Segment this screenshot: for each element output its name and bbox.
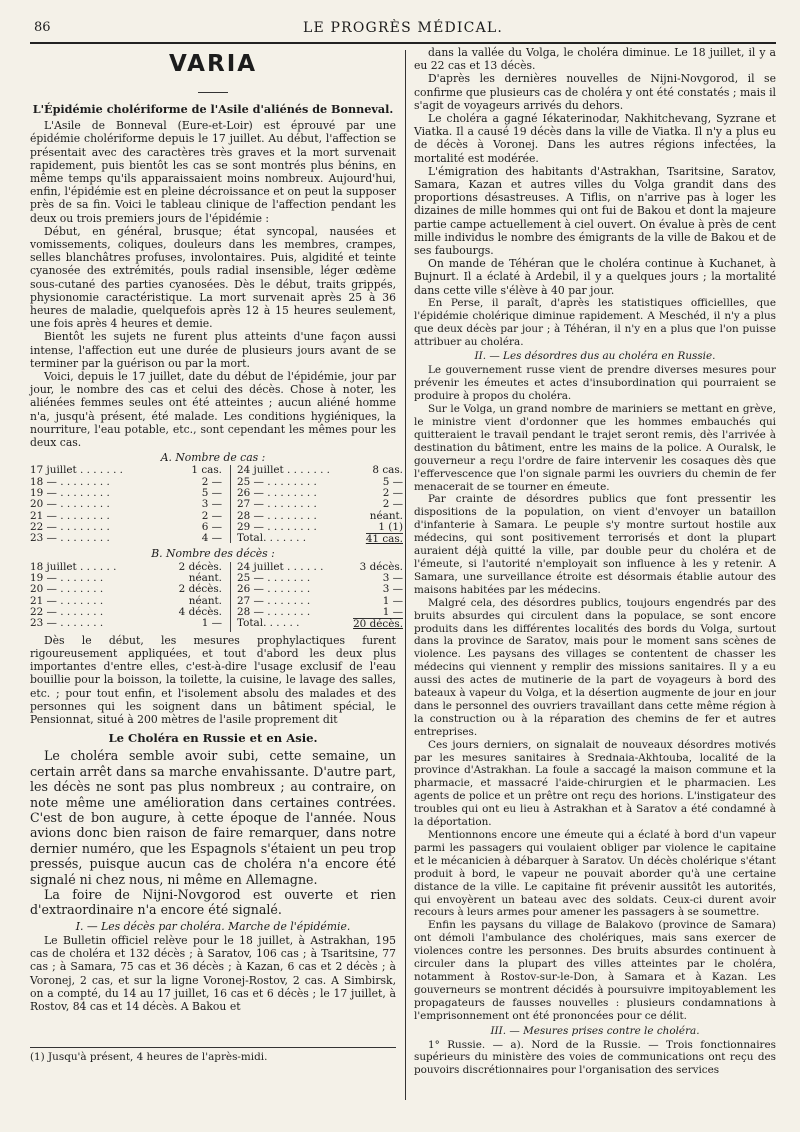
table-date: 25 — . . . . . . .	[237, 571, 311, 584]
table-value: 5 —	[382, 475, 403, 488]
table-value: 1 —	[382, 594, 403, 607]
table-value: 2 —	[201, 475, 222, 488]
table-date: 24 juillet . . . . . .	[237, 560, 324, 573]
table-date: 19 — . . . . . . .	[30, 571, 104, 584]
section-rule	[198, 92, 228, 93]
table-total	[237, 533, 403, 545]
table-caption: B. Nombre des décès :	[151, 547, 275, 561]
table-row	[237, 499, 403, 510]
table-date: 25 — . . . . . . . .	[237, 475, 317, 488]
table-value: 4 —	[201, 532, 222, 545]
table-half-right	[230, 464, 403, 546]
table-value: 3 décès.	[359, 560, 403, 573]
table-date: 27 — . . . . . . .	[237, 594, 311, 607]
paragraph: Bientôt les sujets ne furent plus atteints d'une façon aussi intense, l'affection eut une durée de plusieurs jours avant de se terminer par la guérison ou par la mort.	[30, 330, 396, 370]
total-value: 20 décès.	[353, 618, 403, 631]
table-date: 23 — . . . . . . . .	[30, 532, 110, 545]
table-date: 26 — . . . . . . . .	[237, 487, 317, 500]
table-value: 2 —	[382, 498, 403, 511]
small-print-block	[414, 297, 776, 1077]
table-total	[237, 618, 403, 630]
table-date: 18 — . . . . . . . .	[30, 475, 110, 488]
subsection-title: II. — Les désordres dus au choléra en Russie.	[474, 350, 716, 363]
table-row	[30, 499, 222, 510]
table-value: 1 cas.	[191, 464, 222, 477]
paragraph: Le choléra a gagné Iékaterinodar, Nakhitchevang, Syzrane et Viatka. Il a causé 19 décès dans la ville de Viatka. Il n'y a plus eu de décès à Voronej. Dans les autres régions infectées, la mortalité est modérée.	[414, 112, 776, 165]
subsection-title: I. — Les décès par choléra. Marche de l'épidémie.	[75, 919, 351, 933]
paragraph: L'émigration des habitants d'Astrakhan, Tsaritsine, Saratov, Samara, Kazan et autres villes du Volga grandit dans des proportions désastreuses. A Tiflis, on n'arrive pas à loger les dizaines de mille hommes qui ont fui de Bakou et dont la majeure partie campe actuellement à ciel ouvert. On évalue à près de cent mille individus le nombre des émigrants de la ville de Bakou et de ses faubourgs.	[414, 164, 776, 258]
paragraph: Mentionnons encore une émeute qui a éclaté à bord d'un vapeur parmi les passagers qui voulaient obliger par violence le capitaine et le mécanicien à débarquer à Saratov. Un décès cholérique s'étant produit à bord, le vapeur ne pouvait aborder qu'à une certaine distance de la ville. Le capitaine fit prévenir aussitôt les autorités, qui envoyèrent un bateau avec des soldats. Ceux-ci durent avoir recours à leurs armes pour amener les passagers à se soumettre.	[414, 829, 776, 919]
paragraph: On mande de Téhéran que le choléra continue à Kuchanet, à Bujnurt. Il a éclaté à Ardebil, il y a quelques jours ; la mortalité dans cette ville s'élève à 40 par jour.	[414, 257, 776, 297]
table-value: néant.	[369, 509, 403, 522]
paragraph: La foire de Nijni-Novgorod est ouverte et rien d'extraordinaire n'a encore été signalé.	[30, 886, 396, 918]
table-value: 2 décès.	[178, 560, 222, 573]
table-value: 8 cas.	[372, 464, 403, 477]
table-value: 5 —	[201, 487, 222, 500]
table-value: 1 —	[382, 605, 403, 618]
table-value: 2 —	[382, 487, 403, 500]
table-date: 20 — . . . . . . .	[30, 583, 104, 596]
paragraph: En Perse, il paraît, d'après les statistiques officiellles, que l'épidémie cholérique diminue rapidement. A Meschéd, il n'y a plus que deux décès par jour ; à Téhéran, il n'y en a plus que l'on puisse attribuer au choléra.	[414, 296, 776, 348]
paragraph: D'après les dernières nouvelles de Nijni-Novgorod, il se confirme que plusieurs cas de choléra y ont été constatés ; mais il s'agit de voyageurs arrivés du dehors.	[414, 72, 776, 112]
table-half-right	[230, 562, 403, 632]
table-date: 20 — . . . . . . . .	[30, 498, 110, 511]
subsection-title: III. — Mesures prises contre le choléra.	[490, 1024, 700, 1037]
paragraph: 1° Russie. — a). Nord de la Russie. — Trois fonctionnaires supérieurs du ministère des voies de communications ont reçu des pouvoirs discrétionnaires pour l'organisation des services	[414, 1038, 776, 1077]
table-value: 4 décès.	[178, 605, 222, 618]
table-value: néant.	[188, 594, 222, 607]
table-value: 1 —	[201, 617, 222, 630]
table-date: 19 — . . . . . . . .	[30, 487, 110, 500]
table-half-left	[30, 465, 222, 544]
paragraph: Par crainte de désordres publics que font pressentir les dispositions de la population, on vient d'envoyer un bataillon d'infanterie à Samara. Le peuple s'y montre surtout hostile aux médecins, qui sont positivement terrorisés et dont la plupart auraient déjà quitté la ville, par double peur du choléra et de l'émeute, si l'autorité n'employait son influence à les y retenir. A Samara, une surveillance étroite est désormais établie autour des maisons habitées par les médecins.	[414, 493, 776, 596]
table-row	[30, 584, 222, 595]
paragraph: Enfin les paysans du village de Balakovo (province de Samara) ont démoli l'ambulance des cholériques, mais sans exercer de violences contre les personnes. Des bruits absurdes continuent à circuler dans la plupart des villes atteintes par le choléra, notamment à Rostov-sur-le-Don, à Samara et à Kazan. Les gouverneurs se montrent décidés à poursuivre impitoyablement les propagateurs de fausses nouvelles : plusieurs condamnations à l'emprisonnement ont été prononcées pour ce délit.	[414, 919, 776, 1022]
section-title: VARIA	[168, 51, 258, 77]
table-date: 26 — . . . . . . .	[237, 583, 311, 596]
paragraph: Le choléra semble avoir subi, cette semaine, un certain arrêt dans sa marche envahissante. D'autre part, les décès ne sont pas plus nombreux ; au contraire, on note même une amélioration dans certaines contrées. C'est de bon augure, à cette époque de l'année. Nous avions donc bien raison de faire remarquer, dans notre dernier numéro, que les Espagnols s'étaient un peu trop pressés, puisque aucun cas de choléra n'a encore été signalé ni chez nous, ni même en Allemagne.	[30, 748, 396, 887]
table-value: 2 décès.	[178, 583, 222, 596]
paragraph: Malgré cela, des désordres publics, toujours engendrés par des bruits absurdes qui circulent dans la populace, se sont encore produits dans les différentes localités des bords du Volga, surtout dans la province de Saratov, mais pour le moment sans scènes de violence. Les paysans des villages se contentent de chasser les médecins qui viennent y remplir des missions sanitaires. Il y a eu aussi des actes de mutinerie de la part de voyageurs à bord des bateaux à vapeur du Volga, et la désertion augmente de jour en jour dans le personnel des ouvriers travaillant dans cette même région à la construction ou à la réparation des chemins de fer et autres entreprises.	[414, 596, 776, 738]
paragraph: Sur le Volga, un grand nombre de mariniers se mettant en grève, le ministre vient d'ordonner que les hommes embauchés qui quitteraient le travail pendant le trajet seront remis, dès l'arrivée à destination du bâtiment, entre les mains de la police. A Ouralsk, le gouverneur a reçu l'ordre de faire intervenir les cosaques dès que l'effervescence que l'on signale parmi les ouvriers du chemin de fer menacerait de se tourner en émeute.	[414, 403, 776, 493]
table-value: néant.	[188, 571, 222, 584]
table-date: 22 — . . . . . . . .	[30, 520, 110, 533]
column-divider	[405, 50, 406, 1100]
cases-table	[30, 464, 403, 546]
total-value: 41 cas.	[365, 533, 403, 546]
table-date: 21 — . . . . . . .	[30, 594, 104, 607]
table-value: 6 —	[201, 520, 222, 533]
table-date: 28 — . . . . . . .	[237, 605, 311, 618]
table-date: 21 — . . . . . . . .	[30, 509, 110, 522]
running-header	[30, 16, 776, 44]
table-date: 28 — . . . . . . . .	[237, 509, 317, 522]
table-date: 17 juillet . . . . . . .	[30, 464, 123, 477]
deaths-table	[30, 560, 403, 634]
total-label: Total. . . . . . .	[237, 532, 307, 545]
page-number: 86	[34, 20, 51, 35]
table-value: 3 —	[382, 571, 403, 584]
paragraph: Le gouvernement russe vient de prendre diverses mesures pour prévenir les émeutes et actes d'insubordination qui pourraient se produire à propos du choléra.	[414, 364, 776, 403]
article-title: L'Épidémie cholériforme de l'Asile d'aliénés de Bonneval.	[32, 102, 394, 116]
table-half-left	[30, 562, 222, 630]
table-value: 1 (1)	[378, 520, 403, 533]
table-row	[237, 584, 403, 595]
paragraph: Dès le début, les mesures prophylactiques furent rigoureusement appliquées, et tout d'abord les deux plus importantes d'entre elles, c'est-à-dire l'usage exclusif de l'eau bouillie pour la boisson, la toilette, la cuisine, le lavage des salles, etc. ; pour tout enfin, et l'isolement absolu des malades et des personnes qui les soignent dans un bâtiment spécial, le Pensionnat, situé à 200 mètres de l'asile proprement dit	[30, 633, 396, 726]
table-date: 29 — . . . . . . . .	[237, 520, 317, 533]
table-value: 2 —	[201, 509, 222, 522]
table-value: 3 —	[201, 498, 222, 511]
table-row	[30, 618, 222, 629]
total-label: Total. . . . . .	[237, 617, 300, 630]
table-date: 22 — . . . . . . .	[30, 605, 104, 618]
table-value: 3 —	[382, 583, 403, 596]
article-body-large	[30, 748, 396, 917]
paragraph: Ces jours derniers, on signalait de nouveaux désordres motivés par les mesures sanitaires à Srednaia-Akhtouba, localité de la province d'Astrakhan. La foule a saccagé la maison commune et la pharmacie, et massacré l'aide-chirurgien et le pharmacien. Les agents de police et un prêtre ont reçu des horions. L'instigateur des troubles qui ont eu lieu à Astrakhan et à Saratov a été condamné à la déportation.	[414, 738, 776, 829]
paragraph: L'Asile de Bonneval (Eure-et-Loir) est éprouvé par une épidémie cholériforme depuis le 17 juillet. Au début, l'affection se présentait avec des caractères très graves et la mort survenait rapidement, puis bientôt les cas se sont montrés plus bénins, en même temps qu'ils apparaissaient moins nombreux. Aujourd'hui, enfin, l'épidémie est en pleine décroissance et on peut la supposer près de sa fin. Voici le tableau clinique de l'affection pendant les deux ou trois premiers jours de l'épidémie :	[30, 119, 396, 225]
two-column-body	[30, 46, 776, 1116]
table-date: 27 — . . . . . . . .	[237, 498, 317, 511]
table-caption: A. Nombre de cas :	[160, 451, 266, 465]
article-title: Le Choléra en Russie et en Asie.	[108, 731, 318, 746]
footnote: (1) Jusqu'à présent, 4 heures de l'après-midi.	[30, 1047, 396, 1064]
paragraph: Début, en général, brusque; état syncopal, nausées et vomissements, coliques, douleurs dans les membres, crampes, selles blanchâtres profuses, involontaires. Puis, algidité et teinte cyanosée des extrémités, pouls radial insensible, léger œdème sous-cutané des parties cyanosées. Dès le début, traits grippés, physionomie caractéristique. La mort survenait après 25 à 36 heures de maladie, quelquefois après 12 à 15 heures seulement, une fois après 4 heures et demie.	[30, 224, 396, 331]
table-date: 24 juillet . . . . . . .	[237, 464, 330, 477]
paragraph: dans la vallée du Volga, le choléra diminue. Le 18 juillet, il y a eu 22 cas et 13 décès.	[414, 46, 776, 73]
paragraph: Le Bulletin officiel relève pour le 18 juillet, à Astrakhan, 195 cas de choléra et 132 décès ; à Saratov, 106 cas ; à Tsaritsine, 77 cas ; à Samara, 75 cas et 36 décès ; à Kazan, 6 cas et 2 décès ; à Voronej, 2 cas, et sur la ligne Voronej-Rostov, 2 cas. A Simbirsk, on a compté, du 14 au 17 juillet, 16 cas et 6 décès ; le 17 juillet, à Rostov, 84 cas et 14 décès. A Bakou et	[30, 933, 396, 1013]
journal-title: LE PROGRÈS MÉDICAL.	[302, 20, 504, 36]
table-row	[30, 533, 222, 544]
table-date: 18 juillet . . . . . .	[30, 560, 117, 573]
paragraph: Voici, depuis le 17 juillet, date du début de l'épidémie, jour par jour, le nombre des cas et celui des décès. Chose à noter, les aliénées femmes seules ont été atteintes ; aucun aliéné homme n'a, jusqu'à présent, été malade. Les conditions hygiéniques, la nourriture, l'eau potable, etc., sont cependant les mêmes pour les deux cas.	[30, 370, 396, 450]
table-date: 23 — . . . . . . .	[30, 617, 104, 630]
left-column	[30, 46, 403, 1116]
right-column	[414, 46, 776, 1116]
journal-page	[30, 16, 776, 1116]
